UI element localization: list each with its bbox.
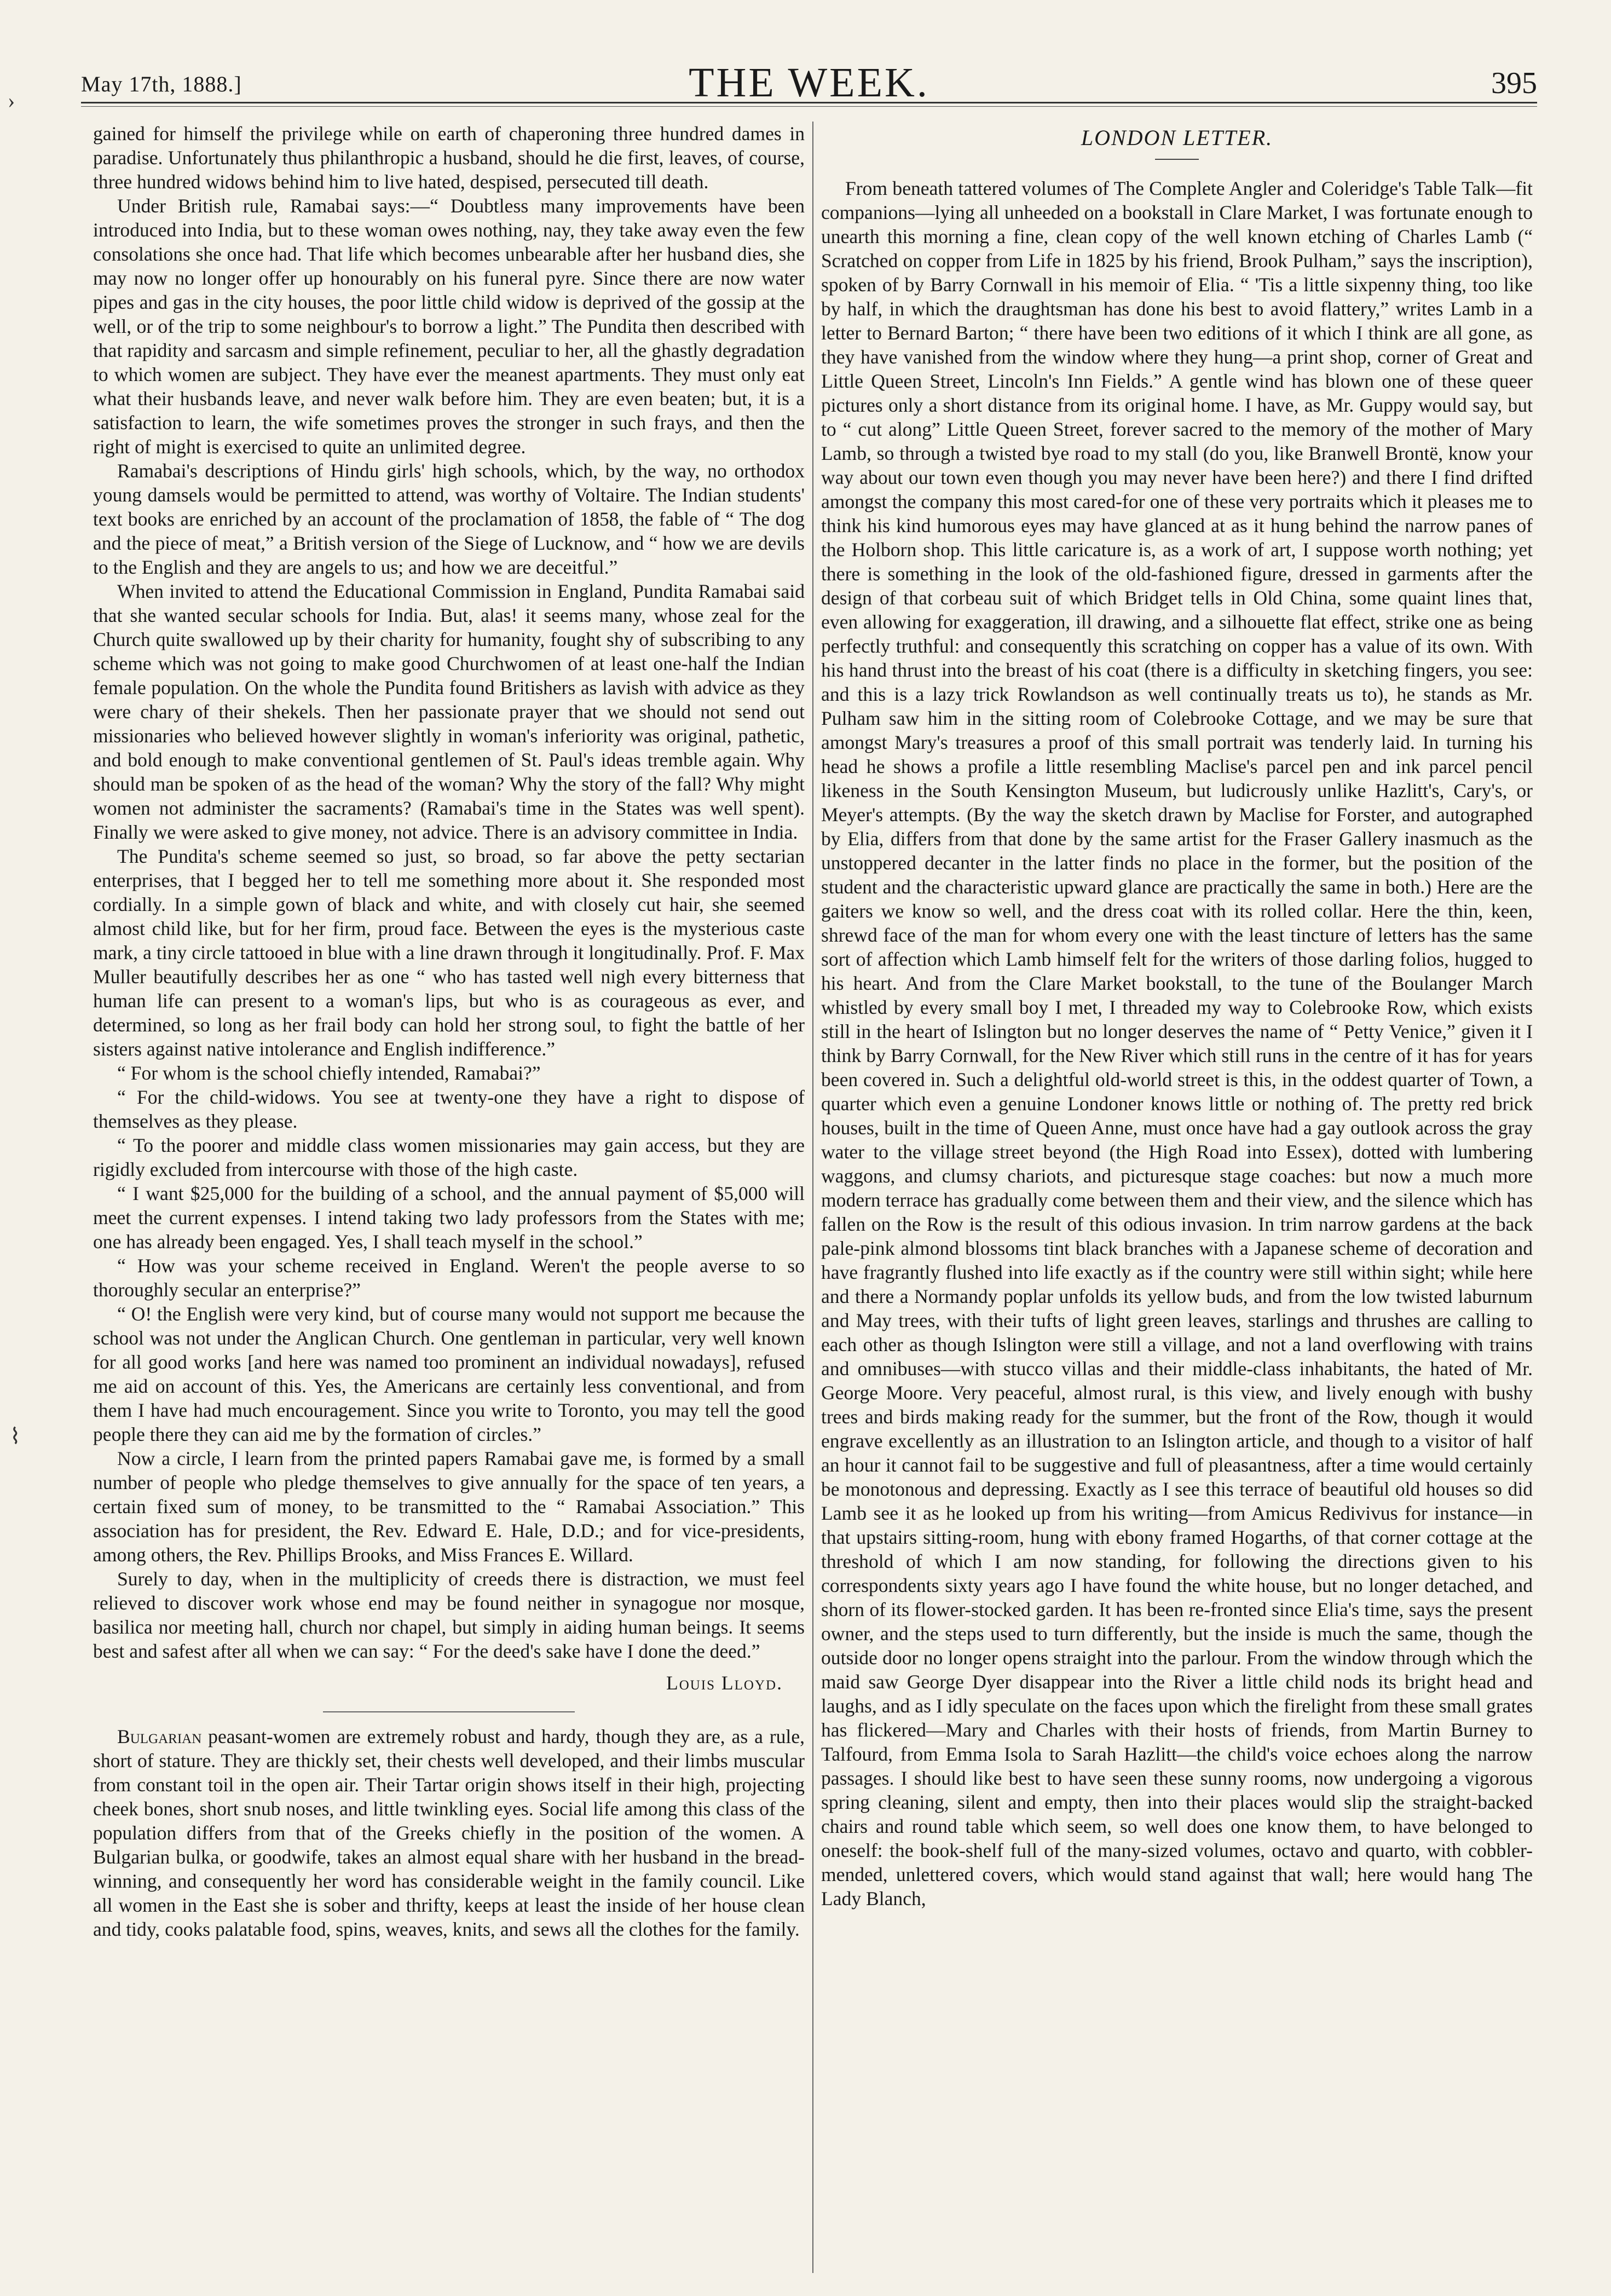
article-paragraph: Surely to day, when in the multiplicity of creeds there is distraction, we must feel relieved to discover work whose end may be found neither in synagogue nor mosque, basilica nor meeting hall, church nor chapel, but simply in aiding human beings. It seems best and safest after all when we can say: “ For the deed's sake have I done the deed.” (93, 1568, 805, 1662)
article-paragraph: Now a circle, I learn from the printed papers Ramabai gave me, is formed by a small number of people who pledge themselves to give annually for the space of ten years, a certain fixed sum of money, to be transmitted to the “ Ramabai Association.” This association has for president, the Rev. Edward E. Hale, D.D.; and for vice-presidents, among others, the Rev. Phillips Brooks, and Miss Frances E. Willard. (93, 1447, 805, 1566)
header-rule (81, 102, 1537, 103)
author-signature: Louis Lloyd. (666, 1672, 783, 1694)
bulgarian-paragraph (93, 1724, 805, 1941)
publication-title: THE WEEK. (689, 60, 929, 106)
header-rule-thin (81, 106, 1537, 107)
bulgarian-lead-word: Bulgarian (117, 1726, 202, 1747)
section-title: LONDON LETTER. (1081, 125, 1273, 150)
letter-paragraph: From beneath tattered volumes of The Complete Angler and Coleridge's Table Talk—fit companions—lying all unheeded on a bookstall in Clare Market, I was fortunate enough to unearth this morning a fine, clean copy of the well known etching of Charles Lamb (“ Scratched on copper from Life in 1825 by his friend, Brook Pulham,” says the inscription), spoken of by Barry Cornwall in his memoir of Elia. “ 'Tis a little sixpenny thing, too like by half, in which the draughtsman has done his best to avoid flattery,” writes Lamb in a letter to Bernard Barton; “ there have been two editions of it which I think are all gone, as they have vanished from the window where they hung—a print shop, corner of Great and Little Queen Street, Lincoln's Inn Fields.” A gentle wind has blown one of these queer pictures only a short distance from its original home. I have, as Mr. Guppy would say, but to “ cut along” Little Queen Street, forever sacred to the memory of the mother of Mary Lamb, so through a twisted bye road to my stall (do you, like Branwell Brontë, know your way about our town even though you may never have been here?) and there I find drifted amongst the company this most cared-for one of these very portraits which it pleases me to think his kind humorous eyes may have glanced at as it hung behind the narrow panes of the Holborn shop. This little caricature is, as a work of art, I suppose worth nothing; yet there is something in the look of the old-fashioned figure, dressed in garments after the design of that corbeau suit of which Bridget tells in Old China, some quaint lines that, even allowing for exaggeration, ill drawing, and a silhouette flat effect, strike one as being perfectly truthful: and consequently this scratching on copper has a value of its own. With his hand thrust into the breast of his coat (there is a difficulty in sketching fingers, you see: and this is a lazy trick Rowlandson as well continually treats us to), he stands as Mr. Pulham saw him in the sitting room of Colebrooke Cottage, and we may be sure that amongst Mary's treasures a proof of this small portrait was tenderly laid. In turning his head he shows a profile a little resembling Maclise's parcel pen and ink parcel pencil likeness in the South Kensington Museum, but ludicrously unlike Hazlitt's, Cary's, or Meyer's attempts. (By the way the sketch drawn by Maclise for Forster, and autographed by Elia, differs from that done by the same artist for the Fraser Gallery inasmuch as the unstoppered decanter in the latter finds no place in the former, but the position of the student and the characteristic upward glance are practically the same in both.) Here are the gaiters we know so well, and the dress coat with its rolled collar. Here the thin, keen, shrewd face of the man for whom every one with the least tincture of letters has the same sort of affection which Lamb himself felt for the writers of those darling folios, hugged to his heart. And from the Clare Market bookstall, to the tune of the Boulanger March whistled by every small boy I met, I threaded my way to Colebrooke Row, which exists still in the heart of Islington but no longer deserves the name of “ Petty Venice,” given it I think by Barry Cornwall, for the New River which still runs in the centre of it has for years been covered in. Such a delightful old-world street is this, in the oddest quarter of Town, a quarter which even a genuine Londoner knows little or nothing of. The pretty red brick houses, built in the time of Queen Anne, must once have had a gay outlook across the gray water to the village street beyond (the High Road into Essex), dotted with lumbering waggons, and clumsy chariots, and picturesque stage coaches: but now a much more modern terrace has gradually come between them and their view, and the silence which has fallen on the Row is the result of this odious invasion. In trim narrow gardens at the back pale-pink almond blossoms tint black branches with a Japanese scheme of decoration and have fragrantly flushed into life exactly as if the country were still within sight; while here and there a Normandy poplar unfolds its yellow buds, and from the low twisted laburnum and May trees, with their tufts of light green leaves, starlings and thrushes are calling to each other as though Islington were still a village, and not a land overflowing with trains and omnibuses—with stucco villas and their middle-class inhabitants, the hated of Mr. George Moore. Very peaceful, almost rural, is this view, and lively enough with bushy trees and birds making ready for the summer, but the front of the Row, though it would engrave excellently as an illustration to an Islington article, and though to a visitor of half an hour it cannot fail to be suggestive and full of pleasantness, after a time would certainly be monotonous and depressing. Exactly as I see this terrace of beautiful old houses so did Lamb see it as he looked up from his writing—from Amicus Redivivus for instance—in that upstairs sitting-room, hung with ebony framed Hogarths, of that corner cottage at the threshold of which I am now standing, for following the directions given to his correspondents sixty years ago I have found the white house, but no longer detached, and shorn of its flower-stocked garden. It has been re-fronted since Elia's time, says the present owner, and the steps used to turn differently, but the inside is much the same, though the outside door no longer opens straight into the parlour. From the window through which the maid saw George Dyer disappear into the River a little child nods its bright head and laughs, and as I idly speculate on the faces upon which the firelight from these small grates has flickered—Mary and Charles with their hosts of friends, from Martin Burney to Talfourd, from Emma Isola to Sarah Hazlitt—the child's voice echoes along the narrow passages. I should like best to have seen these sunny rooms, now undergoing a vigorous spring cleaning, silent and empty, then into their places would slip the straight-backed chairs and round table which seem, so well does one know them, to have belonged to oneself: the book-shelf full of the many-sized volumes, octavo and quarto, with cobbler-mended, unlettered covers, which would stand against that wall; here would hang The Lady Blanch, (821, 177, 1533, 1910)
right-column (821, 122, 1533, 2273)
article-paragraph: The Pundita's scheme seemed so just, so broad, so far above the petty sectarian enterprises, that I begged her to tell me something more about it. She responded most cordially. In a simple gown of black and white, and with closely cut hair, she seemed almost child like, but for her firm, proud face. Between the eyes is the mysterious caste mark, a tiny circle tattooed in blue with a line drawn through it longitudinally. Prof. F. Max Muller beautifully describes her as one “ who has tasted well nigh every bitterness that human life can present to a woman's lips, but who is as courageous as ever, and determined, so long as her frail body can hold her strong soul, to fight the battle of her sisters against native intolerance and English indifference.” (93, 845, 805, 1060)
article-paragraph: “ For whom is the school chiefly intended, Ramabai?” (117, 1062, 541, 1084)
article-paragraph: “ O! the English were very kind, but of course many would not support me because the school was not under the Anglican Church. One gentleman in particular, very well known for all good works [and here was named too prominent an individual nowadays], refused me aid on account of this. Yes, the Americans are certainly less conventional, and from them I have had much encouragement. Since you write to Toronto, you may tell the good people there they can aid me by the formation of circles.” (93, 1303, 805, 1445)
page-number: 395 (1491, 66, 1537, 100)
article-paragraph: “ How was your scheme received in England. Weren't the people averse to so thoroughly secular an enterprise?” (93, 1255, 805, 1301)
bulgarian-body: peasant-women are extremely robust and hardy, though they are, as a rule, short of stature. They are thickly set, their chests well developed, and their limbs muscular from constant toil in the open air. Their Tartar origin shows itself in their high, projecting cheek bones, short snub noses, and little twinkling eyes. Social life among this class of the population differs from that of the Greeks chiefly in the position of the women. A Bulgarian bulka, or goodwife, takes an almost equal share with her husband in the bread-winning, and consequently her word has considerable weight in the family council. Like all women in the East she is sober and thrifty, keeps at least the inside of her house clean and tidy, cooks palatable food, spins, weaves, knits, and sews all the clothes for the family. (93, 1726, 805, 1940)
article-paragraph: “ For the child-widows. You see at twenty-one they have a right to dispose of themselves as they please. (93, 1086, 805, 1132)
section-separator (323, 1711, 575, 1712)
issue-date: May 17th, 1888.] (81, 72, 242, 96)
article-paragraph: gained for himself the privilege while on earth of chaperoning three hundred dames in paradise. Unfortunately thus philanthropic a husband, should he die first, leaves, of course, three hundred widows behind him to live hated, despised, persecuted till death. (93, 123, 805, 193)
section-title-rule (1155, 159, 1199, 160)
article-paragraph: Under British rule, Ramabai says:—“ Doubtless many improvements have been introduced into India, but to these woman owes nothing, nay, they take away even the few consolations she once had. That life which becomes unbearable after her husband dies, she may now no longer offer up honourably on his funeral pyre. Since there are now water pipes and gas in the city houses, the poor little child widow is deprived of the gossip at the well, or of the trip to some neighbour's to borrow a light.” The Pundita then described with that rapidity and sarcasm and simple refinement, peculiar to her, all the ghastly degradation to which women are subject. They have ever the meanest apartments. They must only eat what their husbands leave, and never walk before him. They are even beaten; but, it is a satisfaction to learn, the wife sometimes proves the stronger in such frays, and then the right of might is exercised to quite an unlimited degree. (93, 195, 805, 458)
column-divider (812, 122, 813, 2273)
margin-mark: ⌇ (10, 1424, 21, 1449)
article-paragraph: When invited to attend the Educational Commission in England, Pundita Ramabai said that she wanted secular schools for India. But, alas! it seems many, whose zeal for the Church quite swallowed up by their charity for humanity, fought shy of subscribing to any scheme which was not going to make good Churchwomen of at least one-half the Indian female population. On the whole the Pundita found Britishers as lavish with advice as they were chary of their shekels. Then her passionate prayer that we should not send out missionaries who believed however slightly in woman's inferiority was original, pathetic, and bold enough to make conventional gentlemen of St. Paul's ideas tremble again. Why should man be spoken of as the head of the woman? Why the story of the fall? Why might women not administer the sacraments? (Ramabai's time in the States was well spent). Finally we were asked to give money, not advice. There is an advisory committee in India. (93, 580, 805, 843)
article-paragraph: “ I want $25,000 for the building of a school, and the annual payment of $5,000 will meet the current expenses. I intend taking two lady professors from the States with me; one has already been engaged. Yes, I shall teach myself in the school.” (93, 1182, 805, 1253)
article-paragraph: Ramabai's descriptions of Hindu girls' high schools, which, by the way, no orthodox young damsels would be permitted to attend, was worthy of Voltaire. The Indian students' text books are enriched by an account of the proclamation of 1858, the fable of “ The dog and the piece of meat,” a British version of the Siege of Lucknow, and “ how we are devils to the English and they are angels to us; and how we are deceitful.” (93, 460, 805, 578)
left-column (93, 122, 805, 2273)
article-paragraph: “ To the poorer and middle class women missionaries may gain access, but they are rigidly excluded from intercourse with those of the high caste. (93, 1134, 805, 1180)
margin-mark: › (8, 88, 15, 113)
